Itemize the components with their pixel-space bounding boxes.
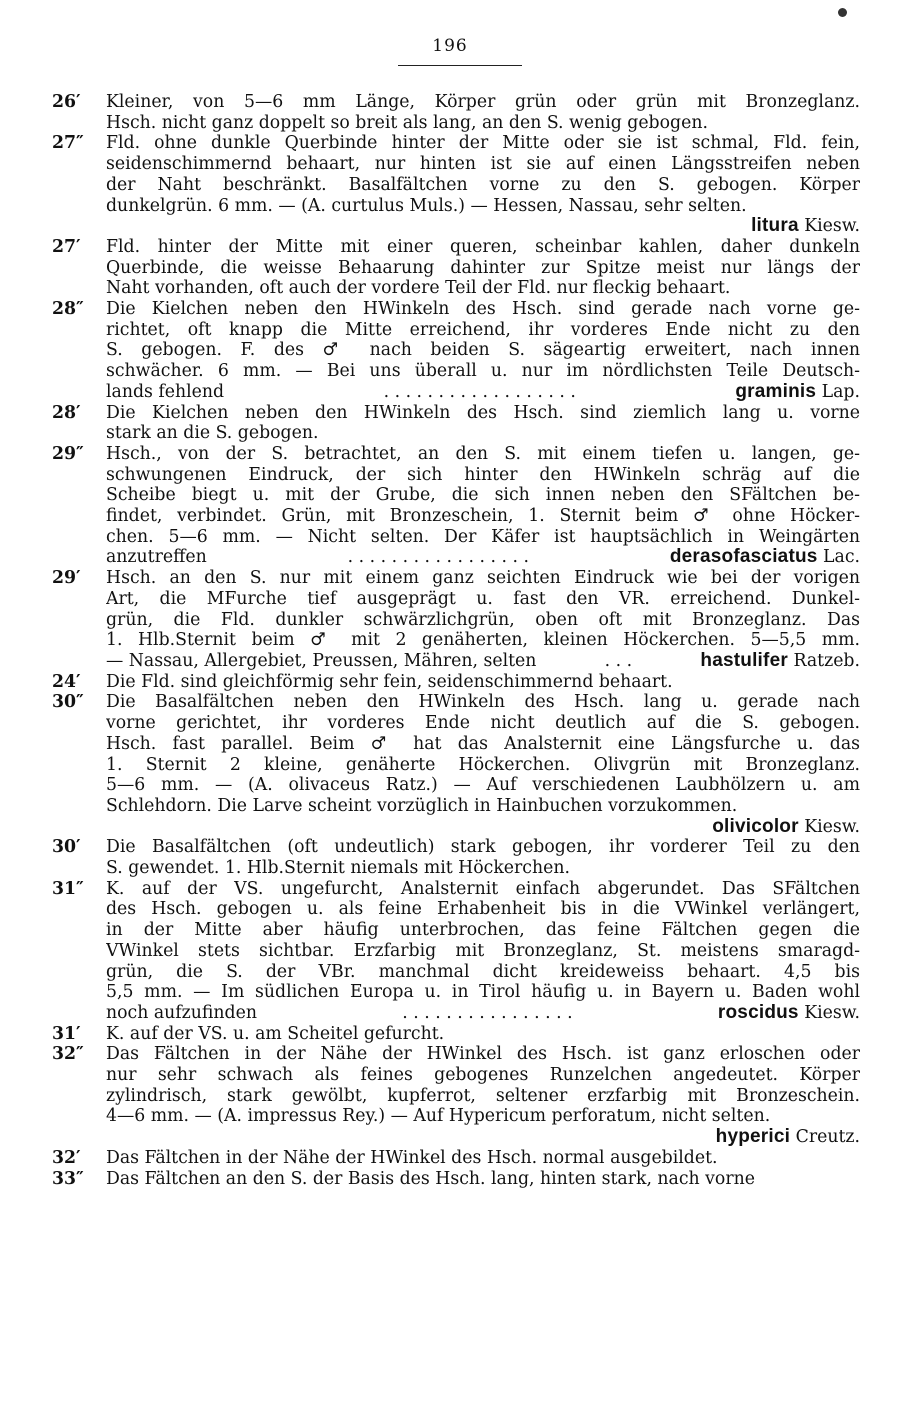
text-line (106, 1127, 860, 1148)
text-line: findet, verbindet. Grün, mit Bronzeschein, 1. Sternit beim ♂ ohne Höcker- (106, 506, 860, 527)
text-line: 1. Hlb.Sternit beim ♂ mit 2 genäherten, kleinen Höckerchen. 5—5,5 mm. (106, 630, 860, 651)
text-line: grün, die S. der VBr. manchmal dicht kreideweiss behaart. 4,5 bis (106, 961, 860, 982)
key-entry (52, 133, 860, 237)
text-line: K. auf der VS. ungefurcht, Analsternit einfach abgerundet. Das SFältchen (106, 878, 860, 899)
text-line: der Naht beschränkt. Basalfältchen vorne zu den S. gebogen. Körper (106, 174, 860, 195)
species-epithet: hastulifer (700, 650, 788, 671)
couplet-number: 29″ (52, 443, 84, 464)
species-epithet: hyperici (715, 1127, 791, 1148)
couplet-number: 29′ (52, 568, 81, 589)
line-text: lands fehlend (106, 381, 225, 402)
text-line (106, 216, 860, 237)
text-line: Die Kielchen neben den HWinkeln des Hsch. sind gerade nach vorne ge- (106, 299, 860, 320)
species-author: Lac. (823, 547, 860, 568)
key-entry (52, 299, 860, 403)
couplet-text (106, 672, 860, 693)
leader-dots: . . . . . . . . . . . . . . . . . . (383, 381, 576, 402)
key-entry (52, 568, 860, 672)
species-name (712, 817, 860, 837)
couplet-number: 27″ (52, 133, 84, 154)
page-number: 196 (432, 36, 468, 56)
text-line: Fld. ohne dunkle Querbinde hinter der Mitte oder sie ist schmal, Fld. fein, (106, 133, 860, 154)
species-name (670, 547, 860, 568)
key-entry (52, 1148, 860, 1169)
couplet-number: 32′ (52, 1147, 81, 1168)
species-epithet: derasofasciatus (669, 547, 818, 568)
text-line (106, 547, 860, 568)
text-line: 5—6 mm. — (A. olivaceus Ratz.) — Auf verschiedenen Laubhölzern u. am (106, 775, 860, 796)
key-entry (52, 92, 860, 133)
text-line: dunkelgrün. 6 mm. — (A. curtulus Muls.) — Hessen, Nassau, sehr selten. (106, 195, 747, 216)
couplet-text (106, 299, 860, 403)
line-text: — Nassau, Allergebiet, Preussen, Mähren, selten (106, 650, 537, 671)
species-author: Kiesw. (804, 816, 860, 837)
text-line: schwungenen Eindruck, der sich hinter den HWinkeln schräg auf die (106, 464, 860, 485)
species-epithet: roscidus (717, 1002, 799, 1023)
couplet-number: 27′ (52, 236, 81, 257)
couplet-text (106, 1024, 860, 1045)
text-line: Hsch. fast parallel. Beim ♂ hat das Analsternit eine Längsfurche u. das (106, 733, 860, 754)
species-name (716, 1127, 860, 1147)
text-line: vorne gerichtet, ihr vorderes Ende nicht deutlich auf die S. gebogen. (106, 713, 860, 734)
leader-dots: . . . . . . . . . . . . . . . . (402, 1002, 573, 1023)
text-line: VWinkel stets sichtbar. Erzfarbig mit Bronzeglanz, St. meistens smaragd- (106, 940, 860, 961)
text-line: stark an die S. gebogen. (106, 423, 319, 444)
couplet-text (106, 568, 860, 672)
species-epithet: litura (751, 216, 799, 237)
line-text: noch aufzufinden (106, 1002, 257, 1023)
text-line: Die Fld. sind gleichförmig sehr fein, seidenschimmernd behaart. (106, 671, 673, 692)
text-line (106, 651, 860, 672)
couplet-number: 30″ (52, 692, 84, 713)
text-line: in der Mitte aber häufig unterbrochen, das feine Fältchen gegen die (106, 920, 860, 941)
couplet-number: 32″ (52, 1044, 84, 1065)
line-text: anzutreffen (106, 547, 207, 568)
couplet-text (106, 879, 860, 1024)
key-entry (52, 692, 860, 837)
text-line: chen. 5—6 mm. — Nicht selten. Der Käfer ist hauptsächlich in Weingärten (106, 526, 860, 547)
key-entry (52, 444, 860, 568)
text-line: K. auf der VS. u. am Scheitel gefurcht. (106, 1023, 445, 1044)
key-entry (52, 403, 860, 444)
text-line: Querbinde, die weisse Behaarung dahinter zur Spitze meist nur längs der (106, 257, 860, 278)
species-author: Kiesw. (804, 1002, 860, 1023)
species-name (751, 216, 860, 236)
couplet-text (106, 1044, 860, 1148)
key-entry (52, 672, 860, 693)
couplet-text (106, 92, 860, 133)
couplet-number: 26′ (52, 92, 81, 112)
species-epithet: olivicolor (712, 816, 799, 837)
key-text (52, 92, 860, 1189)
text-line: Art, die MFurche tief ausgeprägt u. fast den VR. erreichend. Dunkel- (106, 588, 860, 609)
couplet-number: 31′ (52, 1023, 81, 1044)
text-line: Das Fältchen an den S. der Basis des Hsch. lang, hinten stark, nach vorne (106, 1168, 755, 1189)
text-line: Schlehdorn. Die Larve scheint vorzüglich in Hainbuchen vorzukommen. (106, 795, 738, 816)
species-author: Ratzeb. (793, 650, 860, 671)
couplet-text (106, 1148, 860, 1169)
text-line: grün, die Fld. dunkler schwärzlichgrün, oben oft mit Bronzeglanz. Das (106, 609, 860, 630)
species-author: Creutz. (795, 1127, 860, 1148)
couplet-number: 28′ (52, 402, 81, 423)
couplet-text (106, 444, 860, 568)
text-line: Die Basalfältchen (oft undeutlich) stark gebogen, ihr vorderer Teil zu den (106, 837, 860, 858)
text-line: S. gebogen. F. des ♂ nach beiden S. sägeartig erweitert, nach innen (106, 340, 860, 361)
text-line: Hsch. an den S. nur mit einem ganz seichten Eindruck wie bei der vorigen (106, 568, 860, 589)
couplet-text (106, 692, 860, 837)
species-epithet: graminis (735, 381, 817, 402)
text-line: Die Basalfältchen neben den HWinkeln des Hsch. lang u. gerade nach (106, 692, 860, 713)
couplet-text (106, 1169, 860, 1190)
text-line: nur sehr schwach als feines gebogenes Runzelchen angedeutet. Körper (106, 1065, 860, 1086)
ink-speck (838, 8, 847, 17)
species-name (735, 382, 860, 403)
text-line (106, 382, 860, 403)
text-line (106, 1003, 860, 1024)
text-line: Naht vorhanden, oft auch der vordere Teil der Fld. nur fleckig behaart. (106, 278, 731, 299)
key-entry (52, 1024, 860, 1045)
species-name (718, 1003, 860, 1024)
key-entry (52, 837, 860, 878)
text-line: Fld. hinter der Mitte mit einer queren, scheinbar kahlen, daher dunkeln (106, 236, 860, 257)
text-line: 5,5 mm. — Im südlichen Europa u. in Tirol häufig u. in Bayern u. Baden wohl (106, 982, 860, 1003)
couplet-text (106, 403, 860, 444)
species-author: Lap. (821, 381, 860, 402)
text-line: Kleiner, von 5—6 mm Länge, Körper grün oder grün mit Bronzeglanz. (106, 92, 860, 112)
text-line: 1. Sternit 2 kleine, genäherte Höckerchen. Olivgrün mit Bronzeglanz. (106, 754, 860, 775)
couplet-number: 24′ (52, 671, 81, 692)
text-line: Das Fältchen in der Nähe der HWinkel des Hsch. normal ausgebildet. (106, 1147, 718, 1168)
key-entry (52, 1044, 860, 1148)
couplet-number: 31″ (52, 878, 84, 899)
couplet-number: 28″ (52, 299, 84, 320)
text-line: Hsch. nicht ganz doppelt so breit als lang, an den S. wenig gebogen. (106, 112, 708, 133)
couplet-text (106, 133, 860, 237)
couplet-number: 33″ (52, 1168, 84, 1189)
leader-dots: . . . . . . . . . . . . . . . . . (347, 547, 529, 568)
text-line: Die Kielchen neben den HWinkeln des Hsch. sind ziemlich lang u. vorne (106, 402, 860, 423)
leader-dots: . . . (604, 650, 633, 671)
couplet-number: 30′ (52, 837, 81, 858)
text-line: schwächer. 6 mm. — Bei uns überall u. nur im nördlichsten Teile Deutsch- (106, 361, 860, 382)
key-entry (52, 879, 860, 1024)
text-line: Hsch., von der S. betrachtet, an den S. mit einem tiefen u. langen, ge- (106, 443, 860, 464)
text-line: 4—6 mm. — (A. impressus Rey.) — Auf Hypericum perforatum, nicht selten. (106, 1106, 771, 1127)
text-line: seidenschimmernd behaart, nur hinten ist sie auf einen Längsstreifen neben (106, 154, 860, 175)
key-entry (52, 237, 860, 299)
text-line: zylindrisch, stark gewölbt, kupferrot, seltener erzfarbig mit Bronzeschein. (106, 1085, 860, 1106)
text-line (106, 817, 860, 838)
species-author: Kiesw. (804, 216, 860, 237)
species-name (700, 651, 860, 672)
couplet-text (106, 237, 860, 299)
page-number-rule (398, 65, 522, 66)
text-line: Scheibe biegt u. mit der Grube, die sich innen neben den SFältchen be- (106, 485, 860, 506)
couplet-text (106, 837, 860, 878)
text-line: des Hsch. gebogen u. als feine Erhabenheit bis in die VWinkel verlängert, (106, 899, 860, 920)
text-line: Das Fältchen in der Nähe der HWinkel des Hsch. ist ganz erloschen oder (106, 1044, 860, 1065)
text-line: S. gewendet. 1. Hlb.Sternit niemals mit Höckerchen. (106, 858, 570, 879)
text-line: richtet, oft knapp die Mitte erreichend, ihr vorderes Ende nicht zu den (106, 319, 860, 340)
key-entry (52, 1169, 860, 1190)
